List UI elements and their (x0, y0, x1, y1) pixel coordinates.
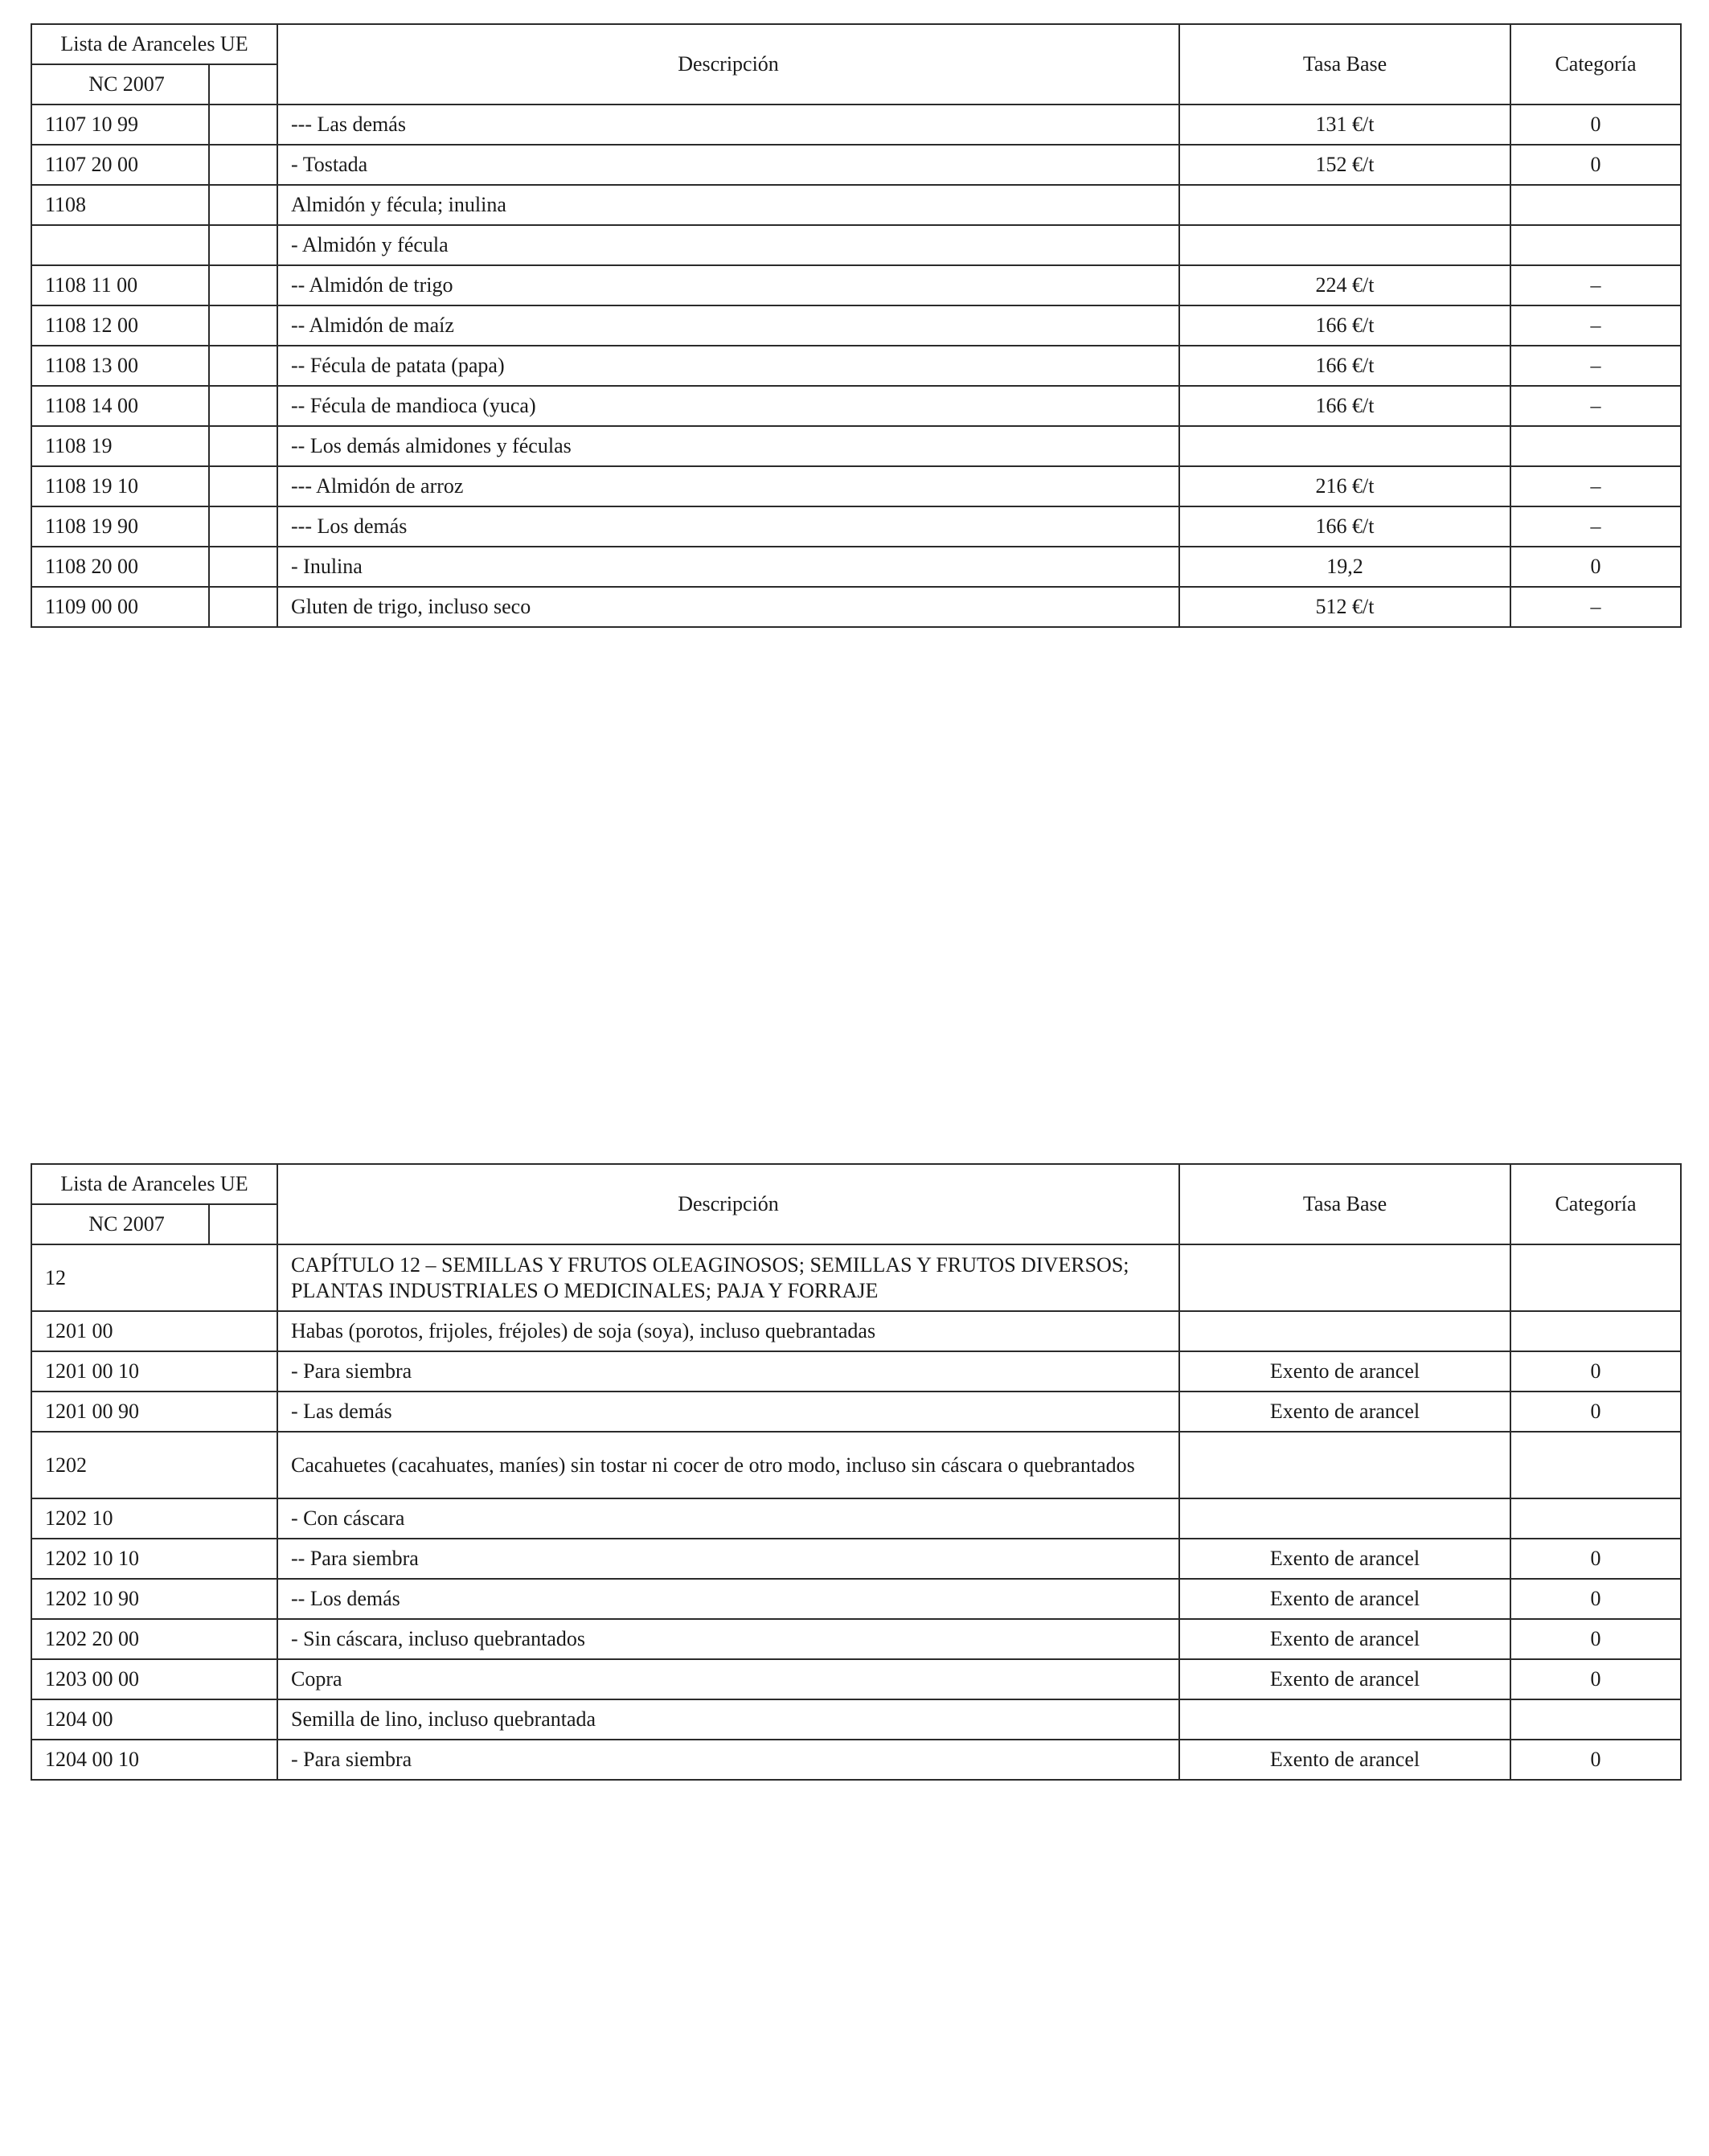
base-rate-header: Tasa Base (1179, 1164, 1510, 1244)
table-row (31, 1740, 1681, 1780)
blank-cell (209, 305, 277, 346)
blank-cell (209, 225, 277, 265)
code-cell: 1108 19 90 (31, 506, 209, 547)
code-cell: 1108 11 00 (31, 265, 209, 305)
table-row (31, 587, 1681, 627)
table-header (31, 24, 1681, 105)
category-cell: 0 (1510, 547, 1681, 587)
description-cell: -- Fécula de patata (papa) (277, 346, 1179, 386)
table-row (31, 225, 1681, 265)
description-cell: CAPÍTULO 12 – SEMILLAS Y FRUTOS OLEAGINOSOS; SEMILLAS Y FRUTOS DIVERSOS; PLANTAS INDUSTRIALES O MEDICINALES; PAJA Y FORRAJE (277, 1244, 1179, 1311)
table-header (31, 1164, 1681, 1244)
category-cell (1510, 225, 1681, 265)
category-cell: – (1510, 265, 1681, 305)
tariff-table-1 (31, 23, 1682, 628)
description-cell: -- Almidón de trigo (277, 265, 1179, 305)
nc-blank-header (209, 1204, 277, 1244)
table-row (31, 1351, 1681, 1392)
description-header: Descripción (277, 24, 1179, 105)
category-cell: 0 (1510, 105, 1681, 145)
description-cell: - Tostada (277, 145, 1179, 185)
list-label-header: Lista de Aranceles UE (31, 1164, 277, 1204)
description-cell: - Inulina (277, 547, 1179, 587)
blank-cell (209, 105, 277, 145)
code-cell: 1108 (31, 185, 209, 225)
blank-cell (209, 587, 277, 627)
code-cell: 1201 00 90 (31, 1392, 277, 1432)
description-cell: - Las demás (277, 1392, 1179, 1432)
description-cell: Semilla de lino, incluso quebrantada (277, 1699, 1179, 1740)
description-cell: --- Almidón de arroz (277, 466, 1179, 506)
base-rate-header: Tasa Base (1179, 24, 1510, 105)
category-cell: – (1510, 386, 1681, 426)
category-cell (1510, 185, 1681, 225)
table-body (31, 105, 1681, 627)
code-cell: 1201 00 10 (31, 1351, 277, 1392)
description-cell: -- Para siembra (277, 1539, 1179, 1579)
code-cell: 1108 13 00 (31, 346, 209, 386)
category-cell: – (1510, 466, 1681, 506)
rate-cell (1179, 426, 1510, 466)
description-cell: -- Almidón de maíz (277, 305, 1179, 346)
rate-cell: 131 €/t (1179, 105, 1510, 145)
table-row (31, 185, 1681, 225)
rate-cell: Exento de arancel (1179, 1740, 1510, 1780)
category-cell: 0 (1510, 1659, 1681, 1699)
rate-cell: 19,2 (1179, 547, 1510, 587)
code-cell: 1108 12 00 (31, 305, 209, 346)
rate-cell (1179, 1498, 1510, 1539)
description-cell: --- Los demás (277, 506, 1179, 547)
code-cell: 1202 10 10 (31, 1539, 277, 1579)
category-cell (1510, 1244, 1681, 1311)
category-cell: 0 (1510, 145, 1681, 185)
description-cell: - Para siembra (277, 1351, 1179, 1392)
code-cell: 1204 00 (31, 1699, 277, 1740)
table-row (31, 1699, 1681, 1740)
description-cell: -- Los demás (277, 1579, 1179, 1619)
table-row (31, 1539, 1681, 1579)
code-cell: 1202 10 90 (31, 1579, 277, 1619)
rate-cell: Exento de arancel (1179, 1392, 1510, 1432)
rate-cell (1179, 185, 1510, 225)
category-cell: – (1510, 346, 1681, 386)
category-header: Categoría (1510, 24, 1681, 105)
rate-cell (1179, 1244, 1510, 1311)
table-row (31, 1659, 1681, 1699)
table-row (31, 466, 1681, 506)
blank-cell (209, 506, 277, 547)
table-row (31, 346, 1681, 386)
description-cell: Almidón y fécula; inulina (277, 185, 1179, 225)
description-cell: - Para siembra (277, 1740, 1179, 1780)
rate-cell (1179, 1311, 1510, 1351)
category-cell (1510, 1432, 1681, 1498)
category-cell: 0 (1510, 1351, 1681, 1392)
description-cell: Cacahuetes (cacahuates, maníes) sin tostar ni cocer de otro modo, incluso sin cáscara o quebrantados (277, 1432, 1179, 1498)
code-cell: 1108 14 00 (31, 386, 209, 426)
code-cell: 1107 10 99 (31, 105, 209, 145)
blank-cell (209, 466, 277, 506)
description-cell: -- Los demás almidones y féculas (277, 426, 1179, 466)
table-row (31, 265, 1681, 305)
code-cell: 1108 19 10 (31, 466, 209, 506)
rate-cell: 224 €/t (1179, 265, 1510, 305)
category-cell (1510, 1311, 1681, 1351)
code-cell: 1109 00 00 (31, 587, 209, 627)
table-row (31, 1392, 1681, 1432)
list-label-header: Lista de Aranceles UE (31, 24, 277, 64)
code-cell: 1204 00 10 (31, 1740, 277, 1780)
category-cell: 0 (1510, 1740, 1681, 1780)
code-cell: 1107 20 00 (31, 145, 209, 185)
category-header: Categoría (1510, 1164, 1681, 1244)
nc-label-header: NC 2007 (31, 1204, 209, 1244)
rate-cell (1179, 1432, 1510, 1498)
blank-cell (209, 185, 277, 225)
code-cell: 1202 20 00 (31, 1619, 277, 1659)
category-cell: – (1510, 506, 1681, 547)
code-cell (31, 225, 209, 265)
rate-cell: 216 €/t (1179, 466, 1510, 506)
code-cell: 1108 19 (31, 426, 209, 466)
description-cell: Copra (277, 1659, 1179, 1699)
table-row (31, 105, 1681, 145)
table-body (31, 1244, 1681, 1780)
description-cell: --- Las demás (277, 105, 1179, 145)
category-cell: – (1510, 305, 1681, 346)
rate-cell (1179, 1699, 1510, 1740)
blank-cell (209, 145, 277, 185)
blank-cell (209, 547, 277, 587)
category-cell: 0 (1510, 1392, 1681, 1432)
table-row (31, 1432, 1681, 1498)
tariff-table-2 (31, 1163, 1682, 1781)
description-cell: -- Fécula de mandioca (yuca) (277, 386, 1179, 426)
description-header: Descripción (277, 1164, 1179, 1244)
rate-cell: 152 €/t (1179, 145, 1510, 185)
table-row (31, 145, 1681, 185)
rate-cell (1179, 225, 1510, 265)
table-row (31, 305, 1681, 346)
table-row (31, 1311, 1681, 1351)
category-cell (1510, 1699, 1681, 1740)
rate-cell: 166 €/t (1179, 386, 1510, 426)
table-row (31, 1498, 1681, 1539)
rate-cell: Exento de arancel (1179, 1351, 1510, 1392)
rate-cell: Exento de arancel (1179, 1579, 1510, 1619)
rate-cell: Exento de arancel (1179, 1619, 1510, 1659)
category-cell (1510, 1498, 1681, 1539)
code-cell: 1202 (31, 1432, 277, 1498)
table-row (31, 547, 1681, 587)
nc-blank-header (209, 64, 277, 105)
blank-cell (209, 265, 277, 305)
code-cell: 1108 20 00 (31, 547, 209, 587)
blank-cell (209, 346, 277, 386)
table-row (31, 426, 1681, 466)
rate-cell: 166 €/t (1179, 506, 1510, 547)
category-cell: 0 (1510, 1539, 1681, 1579)
nc-label-header: NC 2007 (31, 64, 209, 105)
category-cell (1510, 426, 1681, 466)
category-cell: 0 (1510, 1579, 1681, 1619)
code-cell: 1202 10 (31, 1498, 277, 1539)
rate-cell: 512 €/t (1179, 587, 1510, 627)
rate-cell: Exento de arancel (1179, 1539, 1510, 1579)
blank-cell (209, 426, 277, 466)
description-cell: Habas (porotos, frijoles, fréjoles) de soja (soya), incluso quebrantadas (277, 1311, 1179, 1351)
rate-cell: Exento de arancel (1179, 1659, 1510, 1699)
table-row (31, 1579, 1681, 1619)
description-cell: - Con cáscara (277, 1498, 1179, 1539)
table-row (31, 386, 1681, 426)
description-cell: Gluten de trigo, incluso seco (277, 587, 1179, 627)
description-cell: - Almidón y fécula (277, 225, 1179, 265)
description-cell: - Sin cáscara, incluso quebrantados (277, 1619, 1179, 1659)
table-row (31, 506, 1681, 547)
code-cell: 1203 00 00 (31, 1659, 277, 1699)
table-row (31, 1619, 1681, 1659)
category-cell: 0 (1510, 1619, 1681, 1659)
rate-cell: 166 €/t (1179, 346, 1510, 386)
table-row (31, 1244, 1681, 1311)
blank-cell (209, 386, 277, 426)
code-cell: 12 (31, 1244, 277, 1311)
code-cell: 1201 00 (31, 1311, 277, 1351)
rate-cell: 166 €/t (1179, 305, 1510, 346)
category-cell: – (1510, 587, 1681, 627)
